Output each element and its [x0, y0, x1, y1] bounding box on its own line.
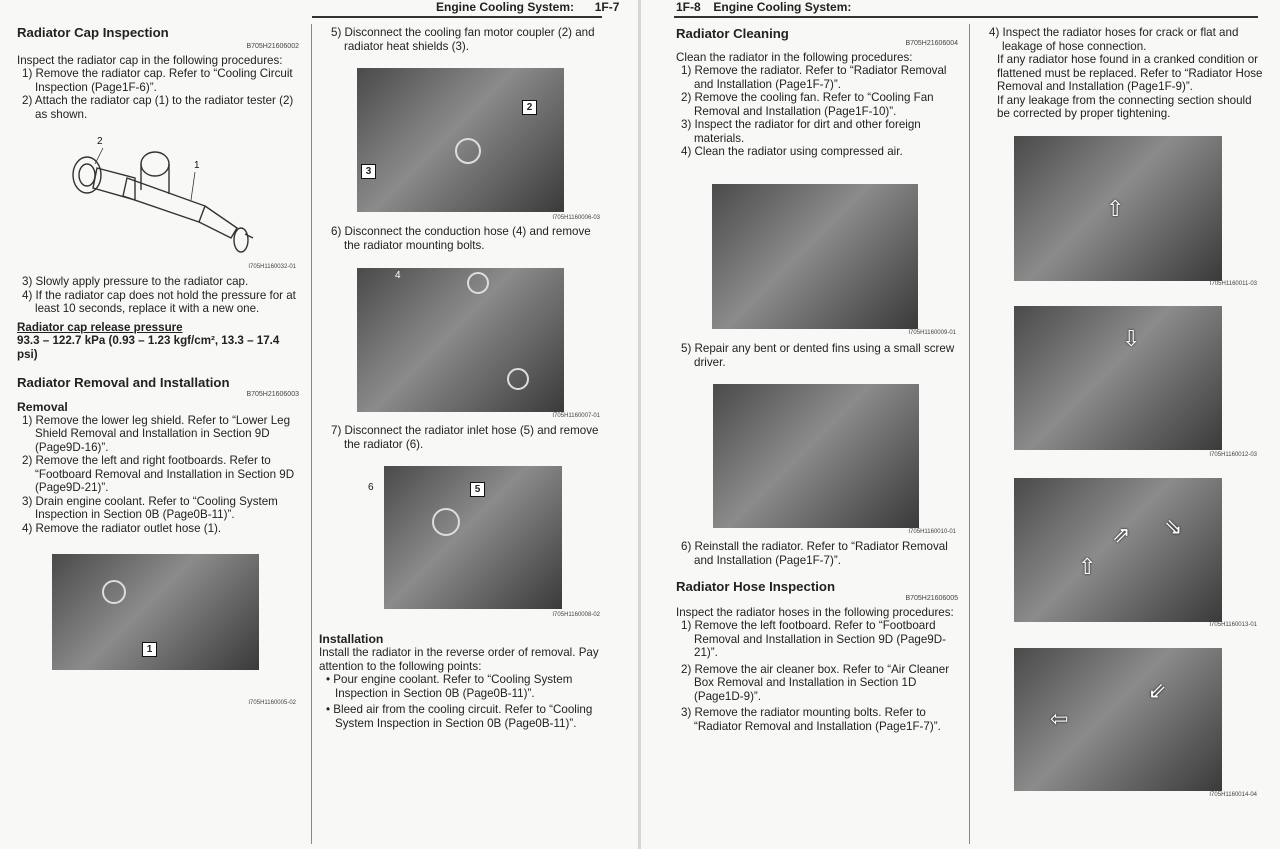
radiator-tester-figure [45, 130, 300, 270]
heat-shield-label: 3 [361, 164, 376, 179]
cap-label-1: 1 [194, 160, 200, 171]
removal-step-7: 7) Disconnect the radiator inlet hose (5) and remove the radiator (6). [331, 424, 599, 451]
hose-connection-photo [1014, 136, 1222, 281]
fig11-caption: I705H1160014-04 [1209, 792, 1257, 798]
lower-hose-photo [1014, 306, 1222, 450]
removal-subtitle: Removal [17, 399, 68, 414]
hose-step-4-note-2: If any leakage from the connecting section should be corrected by proper tightening. [997, 93, 1252, 120]
cap-inspection-title: Radiator Cap Inspection [17, 25, 169, 40]
hose-step-4: 4) Inspect the radiator hoses for crack or flat and leakage of hose connection. [989, 26, 1239, 53]
cap-step-3: 3) Slowly apply pressure to the radiator cap. [22, 275, 249, 288]
air-box-arrow-1-icon: ⇦ [1050, 706, 1069, 731]
removal-step-2: 2) Remove the left and right footboards. Refer to “Footboard Removal and Installation in Section 9D (Page9D-21)”. [22, 454, 295, 494]
cleaning-title: Radiator Cleaning [676, 26, 789, 41]
installation-bullet-2: • Bleed air from the cooling circuit. Refer to “Cooling System Inspection in Section 0B (Page0B-11)”. [326, 703, 593, 730]
cap-step-1: 1) Remove the radiator cap. Refer to “Cooling Circuit Inspection (Page1F-6)”. [22, 67, 293, 94]
fig6-caption: I705H1160009-01 [908, 330, 956, 336]
radiator-tester-drawing [45, 130, 300, 270]
right-column-1-step5 [676, 342, 958, 369]
removal-title: Radiator Removal and Installation [17, 375, 230, 390]
fin-repair-photo [713, 384, 919, 528]
coupler-marker [455, 138, 481, 164]
cleaning-step-5: 5) Repair any bent or dented fins using a small screw driver. [681, 342, 955, 369]
inlet-hose-label: 5 [470, 482, 485, 497]
cap-step-2: 2) Attach the radiator cap (1) to the radiator tester (2) as shown. [22, 94, 294, 121]
cleaning-step-6: 6) Reinstall the radiator. Refer to “Radiator Removal and Installation (Page1F-7)”. [681, 540, 948, 567]
spec-value: 93.3 – 122.7 kPa (0.93 – 1.23 kgf/cm², 13.3 – 17.4 psi) [17, 334, 280, 361]
conduction-hose-label: 4 [395, 270, 401, 281]
frame-hose-arrow-2-icon: ⇗ [1112, 522, 1131, 547]
cap-inspection-code: B705H21606002 [246, 43, 299, 50]
radiator-label: 6 [368, 482, 374, 493]
removal-step-1: 1) Remove the lower leg shield. Refer to “Lower Leg Shield Removal and Installation in Section 9D (Page9D-16)”. [22, 413, 291, 454]
fig2-caption: I705H1160005-02 [248, 700, 296, 706]
installation-title: Installation [319, 632, 384, 646]
hose-step-4-note-1: If any radiator hose found in a cranked condition or flattened must be replaced. Refer to “Radiator Hose Removal and Installation (Page1F-9)”. [997, 53, 1263, 93]
left-column-1-lower [17, 275, 299, 535]
cleaning-intro: Clean the radiator in the following procedures: [676, 50, 913, 64]
fan-coupler-photo [357, 68, 564, 212]
left-page-number: 1F-7 [594, 0, 620, 14]
hose-step-3: 3) Remove the radiator mounting bolts. Refer to “Radiator Removal and Installation (Page1F-7)”. [681, 706, 941, 733]
right-column-1 [676, 26, 958, 159]
installation-section [319, 632, 601, 730]
installation-bullet-1: • Pour engine coolant. Refer to “Cooling System Inspection in Section 0B (Page0B-11)”. [326, 673, 573, 700]
left-column-2-step6 [326, 225, 601, 252]
mounting-bolt-marker [507, 368, 529, 390]
left-column-rule [311, 24, 312, 844]
fig7-caption: I705H1160010-01 [908, 529, 956, 535]
outlet-hose-label: 1 [142, 642, 157, 657]
removal-step-3: 3) Drain engine coolant. Refer to “Cooling System Inspection in Section 0B (Page0B-11)”. [22, 494, 278, 521]
left-running-head [436, 0, 619, 14]
conduction-hose-photo [357, 268, 564, 412]
cleaning-step-2: 2) Remove the cooling fan. Refer to “Cooling Fan Removal and Installation (Page1F-10)”. [681, 91, 934, 118]
removal-code: B705H21606003 [246, 391, 299, 398]
left-page [0, 0, 638, 849]
frame-hose-arrow-3-icon: ⇘ [1164, 514, 1183, 539]
cap-step-4: 4) If the radiator cap does not hold the pressure for at least 10 seconds, replace it with a new one. [22, 288, 296, 315]
fig5-caption: I705H1160008-02 [552, 612, 600, 618]
cleaning-step-4: 4) Clean the radiator using compressed air. [681, 145, 903, 158]
fig10-caption: I705H1160013-01 [1209, 622, 1257, 628]
fig3-caption: I705H1160006-03 [552, 215, 600, 221]
hose-inspection-intro: Inspect the radiator hoses in the following procedures: [676, 605, 954, 619]
coupler-label: 2 [522, 100, 537, 115]
left-column-2-step7 [326, 424, 601, 451]
frame-hose-arrow-1-icon: ⇧ [1078, 554, 1097, 579]
inlet-hose-photo [384, 466, 562, 609]
removal-step-4: 4) Remove the radiator outlet hose (1). [22, 521, 222, 535]
frame-hoses-photo [1014, 478, 1222, 622]
right-running-head [676, 0, 851, 14]
tester-label-2: 2 [97, 136, 103, 147]
removal-step-5: 5) Disconnect the cooling fan motor coupler (2) and radiator heat shields (3). [331, 26, 595, 53]
hose-step-1: 1) Remove the left footboard. Refer to “Footboard Removal and Installation in Section 9D (Page9D-21)”. [681, 619, 946, 659]
right-column-rule [969, 24, 970, 844]
air-box-arrow-2-icon: ⇙ [1148, 678, 1167, 703]
right-page-number: 1F-8 [676, 0, 701, 14]
conduction-hose-marker [467, 272, 489, 294]
compressed-air-photo [712, 184, 918, 329]
hose-arrow-icon: ⇧ [1106, 196, 1125, 221]
spec-title: Radiator cap release pressure [17, 320, 183, 334]
left-section-title: Engine Cooling System: [436, 0, 575, 14]
lower-hose-arrow-icon: ⇩ [1122, 326, 1141, 351]
hose-inspection-title: Radiator Hose Inspection [676, 579, 836, 594]
fig1-caption: I705H1160032-01 [248, 264, 296, 270]
outlet-hose-photo [52, 554, 259, 670]
hose-step-2: 2) Remove the air cleaner box. Refer to “Air Cleaner Box Removal and Installation in Section 1D (Page1D-9)”. [681, 662, 950, 703]
right-column-1-step6 [676, 540, 958, 733]
right-column-2 [984, 26, 1264, 121]
installation-intro: Install the radiator in the reverse order of removal. Pay attention to the following points: [319, 646, 599, 673]
fig4-caption: I705H1160007-01 [552, 413, 600, 419]
cap-intro: Inspect the radiator cap in the following procedures: [17, 53, 283, 67]
fig8-caption: I705H1160011-03 [1209, 281, 1257, 287]
right-header-rule [674, 16, 1258, 18]
left-header-rule [312, 16, 602, 18]
inlet-hose-marker [432, 508, 460, 536]
left-column-2 [326, 26, 601, 53]
cleaning-step-1: 1) Remove the radiator. Refer to “Radiator Removal and Installation (Page1F-7)”. [681, 64, 947, 91]
left-column-1 [17, 25, 299, 121]
right-page [641, 0, 1280, 849]
cleaning-code: B705H21606004 [905, 40, 958, 47]
air-box-area-photo [1014, 648, 1222, 791]
outlet-hose-marker [102, 580, 126, 604]
cleaning-step-3: 3) Inspect the radiator for dirt and other foreign materials. [681, 118, 921, 145]
fig9-caption: I705H1160012-03 [1209, 452, 1257, 458]
hose-inspection-code: B705H21606005 [905, 595, 958, 602]
right-section-title: Engine Cooling System: [713, 0, 852, 14]
removal-step-6: 6) Disconnect the conduction hose (4) and remove the radiator mounting bolts. [331, 225, 591, 252]
